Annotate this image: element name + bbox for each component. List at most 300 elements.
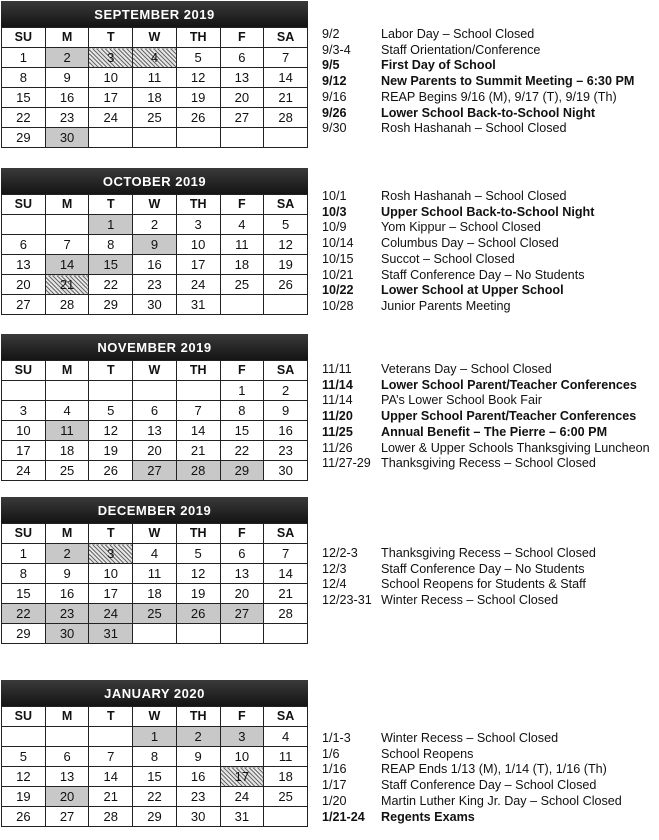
week-row (2, 421, 308, 441)
december-day-grid (1, 523, 308, 644)
event-date: 11/14 (322, 377, 353, 392)
day-cell: 19 (176, 88, 220, 108)
weekday-header: T (89, 361, 133, 381)
event-description: Staff Conference Day – No Students (381, 561, 585, 576)
day-cell: 16 (176, 767, 220, 787)
day-cell: 1 (133, 727, 177, 747)
day-cell: 11 (133, 564, 177, 584)
day-cell: 17 (176, 255, 220, 275)
weekday-header: W (133, 28, 177, 48)
january-calendar (1, 680, 308, 827)
weekday-header: SU (2, 707, 46, 727)
january-month-title: JANUARY 2020 (1, 680, 308, 706)
event-description: New Parents to Summit Meeting – 6:30 PM (381, 74, 635, 89)
event-date: 10/21 (322, 267, 354, 282)
day-cell: 21 (264, 88, 308, 108)
event-item (322, 456, 658, 472)
day-cell: 20 (45, 787, 89, 807)
day-cell: 10 (220, 747, 264, 767)
day-cell: 5 (176, 544, 220, 564)
empty-day-cell (176, 128, 220, 148)
day-cell: 14 (264, 564, 308, 584)
event-item (322, 90, 658, 106)
event-date: 9/16 (322, 89, 347, 104)
weekday-header: F (220, 707, 264, 727)
weekday-header: T (89, 28, 133, 48)
day-cell: 9 (45, 564, 89, 584)
weekday-header: M (45, 361, 89, 381)
empty-day-cell (45, 727, 89, 747)
day-cell: 9 (133, 235, 177, 255)
event-date: 12/4 (322, 577, 347, 592)
week-row (2, 108, 308, 128)
weekday-header: M (45, 195, 89, 215)
day-cell: 14 (45, 255, 89, 275)
event-description: First Day of School (381, 58, 496, 73)
week-row (2, 767, 308, 787)
day-cell: 3 (2, 401, 46, 421)
event-date: 9/2 (322, 27, 340, 41)
day-cell: 14 (264, 68, 308, 88)
event-item (322, 546, 658, 562)
week-row (2, 381, 308, 401)
day-cell: 18 (133, 584, 177, 604)
day-cell: 16 (133, 255, 177, 275)
weekday-header: SU (2, 28, 46, 48)
day-cell: 24 (2, 461, 46, 481)
day-cell: 8 (2, 68, 46, 88)
empty-day-cell (133, 381, 177, 401)
event-date: 11/20 (322, 409, 353, 424)
event-date: 10/1 (322, 189, 347, 203)
day-cell: 28 (45, 295, 89, 315)
weekday-header: SU (2, 361, 46, 381)
weekday-header: SA (264, 524, 308, 544)
week-row (2, 68, 308, 88)
december-event-list (322, 546, 658, 609)
weekday-header: TH (176, 195, 220, 215)
day-cell: 11 (133, 68, 177, 88)
day-cell: 21 (264, 584, 308, 604)
day-cell: 6 (2, 235, 46, 255)
event-description: Annual Benefit – The Pierre – 6:00 PM (381, 424, 608, 439)
event-date: 10/15 (322, 251, 354, 266)
event-description: Staff Orientation/Conference (381, 42, 541, 57)
week-row (2, 787, 308, 807)
weekday-header: M (45, 524, 89, 544)
weekday-header: W (133, 195, 177, 215)
day-cell: 2 (264, 381, 308, 401)
day-cell: 27 (220, 108, 264, 128)
week-row (2, 275, 308, 295)
day-cell: 21 (176, 441, 220, 461)
day-cell: 16 (45, 584, 89, 604)
event-item (322, 393, 658, 409)
event-description: Lower School Parent/Teacher Conferences (381, 377, 637, 392)
weekday-header-row (2, 707, 308, 727)
weekday-header-row (2, 524, 308, 544)
event-description: Succot – School Closed (381, 251, 515, 266)
week-row (2, 564, 308, 584)
day-cell: 18 (45, 441, 89, 461)
day-cell: 4 (133, 48, 177, 68)
day-cell: 17 (89, 88, 133, 108)
day-cell: 29 (89, 295, 133, 315)
event-item (322, 762, 658, 778)
event-description: Upper School Back-to-School Night (381, 204, 595, 219)
september-calendar (1, 1, 308, 148)
event-description: Staff Conference Day – No Students (381, 267, 585, 282)
day-cell: 26 (89, 461, 133, 481)
week-row (2, 295, 308, 315)
day-cell: 20 (2, 275, 46, 295)
weekday-header-row (2, 195, 308, 215)
event-item (322, 731, 658, 747)
day-cell: 28 (89, 807, 133, 827)
weekday-header: TH (176, 707, 220, 727)
empty-day-cell (89, 128, 133, 148)
event-item (322, 794, 658, 810)
week-row (2, 48, 308, 68)
empty-day-cell (133, 128, 177, 148)
day-cell: 12 (264, 235, 308, 255)
day-cell: 16 (45, 88, 89, 108)
event-item (322, 378, 658, 394)
day-cell: 3 (89, 48, 133, 68)
empty-day-cell (264, 295, 308, 315)
day-cell: 10 (89, 68, 133, 88)
weekday-header: M (45, 707, 89, 727)
week-row (2, 604, 308, 624)
event-date: 9/30 (322, 121, 347, 136)
event-description: Lower School at Upper School (381, 283, 564, 298)
day-cell: 3 (220, 727, 264, 747)
event-item (322, 74, 658, 90)
day-cell: 7 (264, 544, 308, 564)
event-description: REAP Ends 1/13 (M), 1/14 (T), 1/16 (Th) (381, 762, 607, 777)
event-item (322, 58, 658, 74)
event-item (322, 299, 658, 315)
day-cell: 30 (45, 128, 89, 148)
day-cell: 19 (89, 441, 133, 461)
day-cell: 31 (220, 807, 264, 827)
event-description: Winter Recess – School Closed (381, 731, 559, 745)
day-cell: 13 (133, 421, 177, 441)
day-cell: 26 (2, 807, 46, 827)
event-date: 12/3 (322, 561, 347, 576)
day-cell: 13 (220, 68, 264, 88)
january-event-list (322, 731, 658, 825)
day-cell: 30 (264, 461, 308, 481)
event-date: 11/27-29 (322, 456, 371, 471)
empty-day-cell (220, 128, 264, 148)
day-cell: 12 (176, 68, 220, 88)
day-cell: 2 (45, 48, 89, 68)
event-date: 9/26 (322, 105, 347, 120)
empty-day-cell (220, 624, 264, 644)
day-cell: 24 (89, 108, 133, 128)
day-cell: 26 (176, 108, 220, 128)
event-description: Lower School Back-to-School Night (381, 105, 596, 120)
event-item (322, 441, 658, 457)
day-cell: 1 (2, 48, 46, 68)
day-cell: 25 (133, 108, 177, 128)
day-cell: 18 (133, 88, 177, 108)
day-cell: 30 (176, 807, 220, 827)
day-cell: 6 (133, 401, 177, 421)
weekday-header: SA (264, 195, 308, 215)
day-cell: 9 (264, 401, 308, 421)
event-item (322, 562, 658, 578)
weekday-header: F (220, 361, 264, 381)
day-cell: 28 (264, 108, 308, 128)
event-description: Regents Exams (381, 809, 475, 824)
weekday-header: F (220, 524, 264, 544)
day-cell: 28 (176, 461, 220, 481)
day-cell: 10 (2, 421, 46, 441)
event-description: Labor Day – School Closed (381, 27, 535, 41)
weekday-header-row (2, 28, 308, 48)
event-description: Rosh Hashanah – School Closed (381, 121, 567, 136)
empty-day-cell (2, 381, 46, 401)
day-cell: 17 (89, 584, 133, 604)
day-cell: 21 (89, 787, 133, 807)
weekday-header: TH (176, 28, 220, 48)
event-date: 1/21-24 (322, 809, 365, 824)
empty-day-cell (176, 381, 220, 401)
day-cell: 28 (264, 604, 308, 624)
day-cell: 4 (220, 215, 264, 235)
september-day-grid (1, 27, 308, 148)
november-day-grid (1, 360, 308, 481)
empty-day-cell (264, 624, 308, 644)
day-cell: 11 (45, 421, 89, 441)
day-cell: 2 (133, 215, 177, 235)
event-date: 9/3-4 (322, 42, 351, 57)
october-day-grid (1, 194, 308, 315)
week-row (2, 401, 308, 421)
october-month-title: OCTOBER 2019 (1, 168, 308, 194)
empty-day-cell (89, 727, 133, 747)
event-description: Staff Conference Day – School Closed (381, 778, 597, 793)
day-cell: 7 (264, 48, 308, 68)
day-cell: 20 (220, 88, 264, 108)
november-event-list (322, 362, 658, 472)
day-cell: 13 (220, 564, 264, 584)
week-row (2, 624, 308, 644)
event-item (322, 236, 658, 252)
day-cell: 12 (89, 421, 133, 441)
day-cell: 8 (89, 235, 133, 255)
event-item (322, 106, 658, 122)
event-description: Columbus Day – School Closed (381, 236, 559, 251)
event-item (322, 778, 658, 794)
november-month-title: NOVEMBER 2019 (1, 334, 308, 360)
day-cell: 20 (220, 584, 264, 604)
day-cell: 8 (133, 747, 177, 767)
week-row (2, 215, 308, 235)
day-cell: 15 (2, 584, 46, 604)
weekday-header: SA (264, 707, 308, 727)
day-cell: 26 (176, 604, 220, 624)
event-date: 12/23-31 (322, 593, 372, 608)
day-cell: 23 (133, 275, 177, 295)
event-description: Rosh Hashanah – School Closed (381, 189, 567, 203)
event-description: School Reopens (381, 746, 474, 761)
day-cell: 10 (89, 564, 133, 584)
day-cell: 10 (176, 235, 220, 255)
weekday-header: F (220, 28, 264, 48)
event-date: 1/1-3 (322, 731, 351, 745)
event-item (322, 593, 658, 609)
day-cell: 5 (2, 747, 46, 767)
day-cell: 14 (176, 421, 220, 441)
event-item (322, 577, 658, 593)
event-date: 10/28 (322, 298, 354, 313)
event-description: Martin Luther King Jr. Day – School Closed (381, 793, 622, 808)
day-cell: 15 (133, 767, 177, 787)
event-description: Thanksgiving Recess – School Closed (381, 546, 596, 560)
day-cell: 12 (2, 767, 46, 787)
day-cell: 19 (264, 255, 308, 275)
empty-day-cell (220, 295, 264, 315)
event-description: Veterans Day – School Closed (381, 362, 552, 376)
event-item (322, 283, 658, 299)
weekday-header-row (2, 361, 308, 381)
weekday-header: TH (176, 361, 220, 381)
day-cell: 9 (176, 747, 220, 767)
empty-day-cell (45, 215, 89, 235)
event-description: REAP Begins 9/16 (M), 9/17 (T), 9/19 (Th) (381, 89, 617, 104)
day-cell: 4 (264, 727, 308, 747)
event-item (322, 268, 658, 284)
event-date: 10/14 (322, 236, 354, 251)
september-month-title: SEPTEMBER 2019 (1, 1, 308, 27)
day-cell: 15 (89, 255, 133, 275)
day-cell: 6 (220, 48, 264, 68)
week-row (2, 441, 308, 461)
day-cell: 5 (176, 48, 220, 68)
day-cell: 31 (176, 295, 220, 315)
day-cell: 29 (220, 461, 264, 481)
weekday-header: T (89, 524, 133, 544)
event-description: PA’s Lower School Book Fair (381, 393, 542, 408)
event-item (322, 252, 658, 268)
week-row (2, 807, 308, 827)
weekday-header: SU (2, 195, 46, 215)
day-cell: 16 (264, 421, 308, 441)
event-date: 9/5 (322, 58, 340, 73)
day-cell: 24 (220, 787, 264, 807)
weekday-header: TH (176, 524, 220, 544)
day-cell: 22 (89, 275, 133, 295)
day-cell: 26 (264, 275, 308, 295)
day-cell: 18 (220, 255, 264, 275)
day-cell: 25 (133, 604, 177, 624)
december-calendar (1, 497, 308, 644)
event-description: Winter Recess – School Closed (381, 593, 559, 608)
day-cell: 27 (2, 295, 46, 315)
empty-day-cell (45, 381, 89, 401)
day-cell: 24 (176, 275, 220, 295)
event-date: 1/17 (322, 778, 347, 793)
day-cell: 27 (220, 604, 264, 624)
weekday-header: SA (264, 361, 308, 381)
day-cell: 19 (176, 584, 220, 604)
day-cell: 1 (220, 381, 264, 401)
day-cell: 13 (45, 767, 89, 787)
day-cell: 25 (264, 787, 308, 807)
day-cell: 23 (45, 108, 89, 128)
day-cell: 12 (176, 564, 220, 584)
day-cell: 22 (220, 441, 264, 461)
week-row (2, 235, 308, 255)
event-item (322, 189, 658, 205)
weekday-header: T (89, 707, 133, 727)
day-cell: 23 (45, 604, 89, 624)
day-cell: 1 (2, 544, 46, 564)
event-date: 10/3 (322, 204, 347, 219)
empty-day-cell (2, 727, 46, 747)
event-description: Upper School Parent/Teacher Conferences (381, 409, 637, 424)
day-cell: 6 (45, 747, 89, 767)
day-cell: 3 (89, 544, 133, 564)
day-cell: 31 (89, 624, 133, 644)
event-date: 11/26 (322, 440, 353, 455)
day-cell: 30 (45, 624, 89, 644)
october-event-list (322, 189, 658, 315)
empty-day-cell (264, 128, 308, 148)
event-item (322, 27, 658, 43)
day-cell: 4 (45, 401, 89, 421)
day-cell: 4 (133, 544, 177, 564)
day-cell: 8 (2, 564, 46, 584)
day-cell: 11 (264, 747, 308, 767)
empty-day-cell (264, 807, 308, 827)
empty-day-cell (2, 215, 46, 235)
event-date: 10/22 (322, 283, 354, 298)
week-row (2, 255, 308, 275)
week-row (2, 128, 308, 148)
day-cell: 24 (89, 604, 133, 624)
weekday-header: F (220, 195, 264, 215)
event-item (322, 425, 658, 441)
day-cell: 15 (220, 421, 264, 441)
week-row (2, 88, 308, 108)
event-date: 12/2-3 (322, 546, 358, 560)
day-cell: 25 (45, 461, 89, 481)
event-date: 11/11 (322, 362, 352, 376)
weekday-header: SU (2, 524, 46, 544)
event-item (322, 205, 658, 221)
week-row (2, 584, 308, 604)
day-cell: 23 (176, 787, 220, 807)
event-description: Yom Kippur – School Closed (381, 220, 541, 235)
event-description: Lower & Upper Schools Thanksgiving Luncheon (381, 440, 650, 455)
empty-day-cell (89, 381, 133, 401)
event-item (322, 810, 658, 826)
day-cell: 5 (89, 401, 133, 421)
day-cell: 27 (133, 461, 177, 481)
event-date: 1/16 (322, 762, 347, 777)
day-cell: 14 (89, 767, 133, 787)
november-calendar (1, 334, 308, 481)
day-cell: 22 (133, 787, 177, 807)
day-cell: 22 (2, 604, 46, 624)
day-cell: 23 (264, 441, 308, 461)
week-row (2, 727, 308, 747)
empty-day-cell (176, 624, 220, 644)
